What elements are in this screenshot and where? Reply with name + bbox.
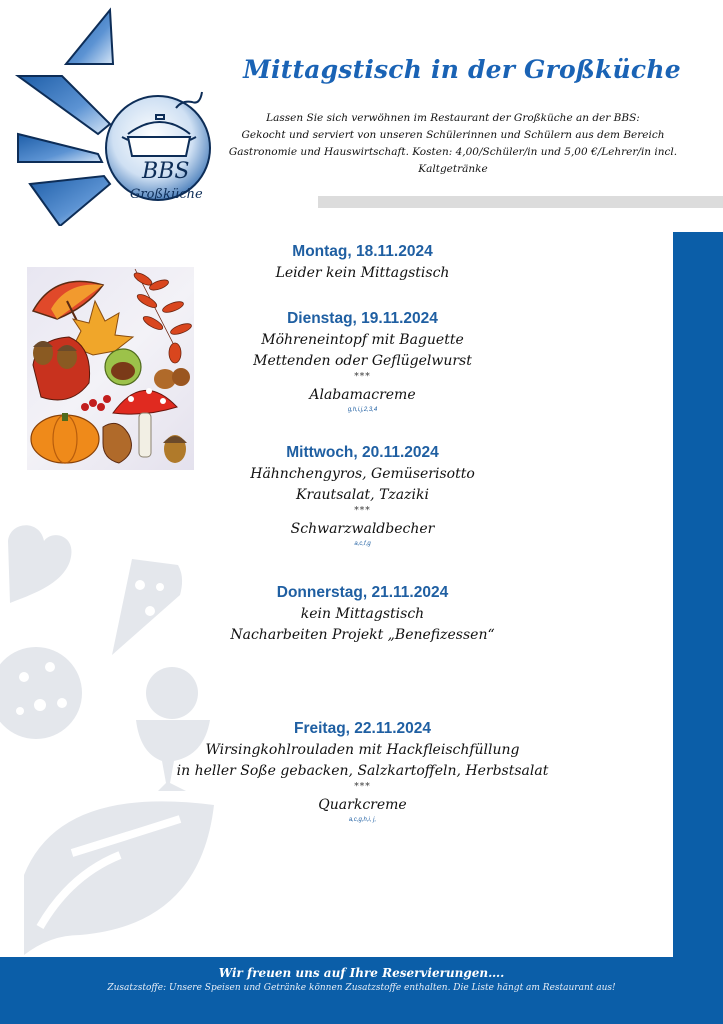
separator: *** (354, 506, 371, 516)
svg-text:Großküche: Großküche (130, 187, 203, 202)
day-friday (150, 718, 575, 825)
allergen-codes: a,c,g,h,i, j, (348, 817, 377, 823)
day-thursday (150, 582, 575, 646)
separator: *** (354, 782, 371, 792)
dish-line: Möhreneintopf mit Baguette (261, 332, 464, 348)
cookie-icon (0, 647, 82, 739)
dish-line: kein Mittagstisch (300, 606, 425, 622)
day-wednesday (150, 442, 575, 549)
day-monday (150, 241, 575, 284)
allergen-codes: g,h,i,j,2,3,4 (347, 407, 378, 413)
intro-line: Lassen Sie sich verwöhnen im Restaurant der Großküche an der BBS: (266, 112, 640, 124)
intro-text (228, 110, 678, 178)
separator: *** (354, 372, 371, 382)
day-heading: Dienstag, 19.11.2024 (287, 310, 438, 327)
intro-line: Gastronomie und Hauswirtschaft. Kosten: 4,00/Schüler/in und 5,00 €/Lehrer/in incl. (228, 146, 678, 158)
page-title: Mittagstisch in der Großküche (243, 55, 681, 84)
allergen-codes: a,c,f,g (354, 541, 371, 547)
dish-line: Leider kein Mittagstisch (275, 265, 450, 281)
header-divider (318, 196, 723, 208)
day-heading: Montag, 18.11.2024 (292, 243, 433, 260)
day-heading: Freitag, 22.11.2024 (293, 720, 431, 737)
side-accent-bar (673, 232, 723, 962)
footer-reservation-text: Wir freuen uns auf Ihre Reservierungen…. (218, 966, 505, 980)
bbs-grosskueche-logo (10, 6, 220, 226)
dish-line: Mettenden oder Geflügelwurst (253, 353, 472, 369)
intro-line: Kaltgetränke (418, 163, 488, 175)
dessert: Schwarzwaldbecher (290, 521, 435, 537)
heart-icon (8, 525, 72, 603)
day-tuesday (150, 308, 575, 415)
footer-additives-note: Zusatzstoffe: Unsere Speisen und Getränke können Zusatzstoffe enthalten. Die Liste hängt am Restaurant aus! (107, 983, 616, 993)
dish-line: in heller Soße gebacken, Salzkartoffeln, Herbstsalat (176, 763, 549, 779)
footer-bar (0, 957, 723, 1024)
dish-line: Hähnchengyros, Gemüserisotto (250, 466, 475, 482)
dish-line: Nacharbeiten Projekt „Benefizessen“ (230, 627, 495, 643)
intro-line: Gekocht und serviert von unseren Schülerinnen und Schülern aus dem Bereich (241, 129, 665, 141)
dessert: Alabamacreme (309, 387, 416, 403)
svg-text:BBS: BBS (142, 159, 190, 184)
dish-line: Wirsingkohlrouladen mit Hackfleischfüllung (205, 742, 520, 758)
dish-line: Krautsalat, Tzaziki (296, 487, 429, 503)
day-heading: Mittwoch, 20.11.2024 (286, 444, 439, 461)
day-heading: Donnerstag, 21.11.2024 (276, 584, 449, 601)
dessert: Quarkcreme (318, 797, 407, 813)
